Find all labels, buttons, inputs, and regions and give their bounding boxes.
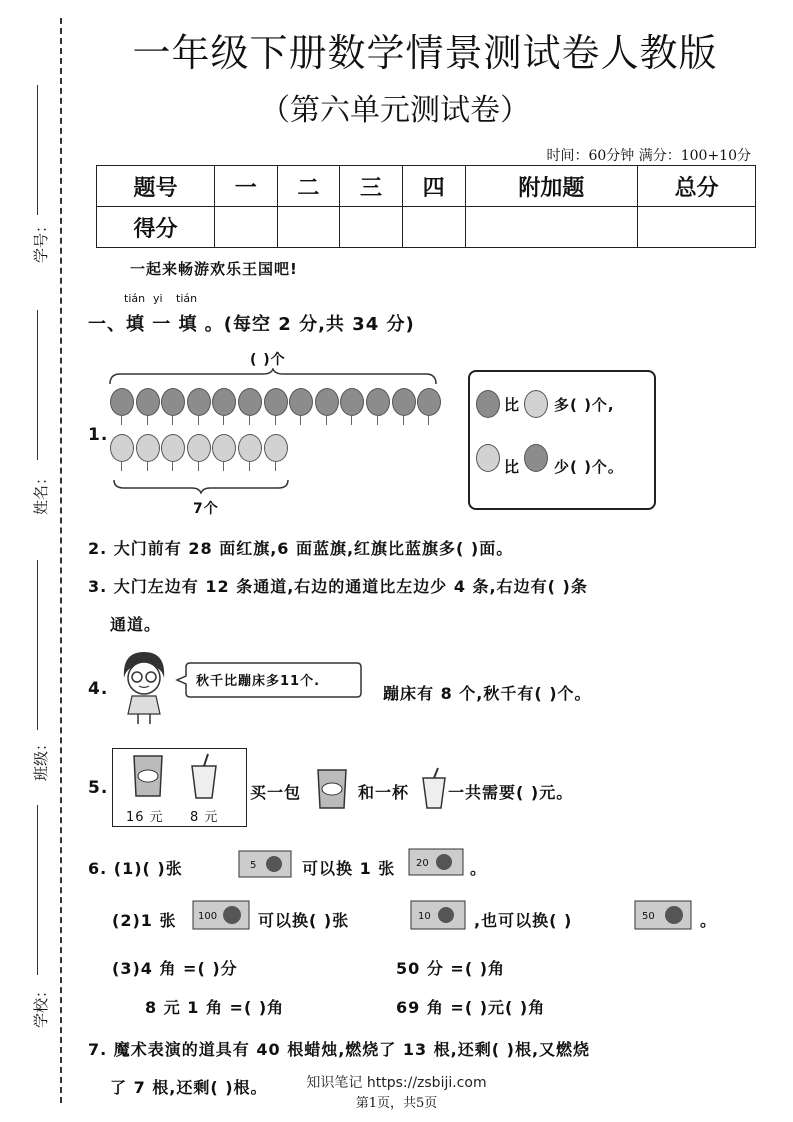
dark-balloon-icon [417, 388, 441, 416]
balloon-string [147, 415, 148, 425]
banknote-100-icon [192, 900, 250, 930]
dark-balloon-icon [340, 388, 364, 416]
class-line [37, 560, 38, 730]
balloon-string [121, 461, 122, 471]
score-header-cell: 题号 [97, 166, 215, 207]
balloon-string [172, 415, 173, 425]
q1-number: 1. [88, 425, 109, 445]
banknote-5-value: 5 [250, 860, 257, 871]
q5-text-b: 和一杯 [358, 783, 410, 802]
score-input-cell[interactable] [340, 207, 403, 248]
banknote-100-value: 100 [198, 911, 218, 922]
banknote-10-icon [410, 900, 466, 930]
girl-avatar-icon [116, 648, 172, 726]
pinyin-tian: tián [176, 292, 198, 305]
score-table-score-row [97, 207, 756, 248]
snack-bag-icon [128, 752, 168, 800]
student-id-line [37, 85, 38, 215]
banknote-10-value: 10 [418, 911, 431, 922]
page-subtitle: （第六单元测试卷） [260, 93, 530, 128]
q1-top-label: ( )个 [250, 352, 286, 368]
pinyin-tian: tián [124, 292, 146, 305]
q7-text-line1: 7. 魔术表演的道具有 40 根蜡烛,燃烧了 13 根,还剩( )根,又燃烧 [88, 1040, 591, 1059]
dark-balloon-icon [187, 388, 211, 416]
balloon-string [198, 461, 199, 471]
snack-bag-icon [312, 766, 352, 812]
q4-number: 4. [88, 679, 109, 699]
balloon-string [275, 415, 276, 425]
drink-cup-icon [188, 752, 220, 802]
banknote-50-icon [634, 900, 692, 930]
q5-text-a: 买一包 [250, 783, 302, 802]
balloon-string [121, 415, 122, 425]
balloon-string [223, 461, 224, 471]
snack-price: 16 元 [126, 810, 164, 825]
student-id-label: 学号： [32, 217, 51, 264]
dark-balloon-icon [289, 388, 313, 416]
q1-bottom-label: 7个 [193, 501, 219, 517]
dark-balloon-icon [392, 388, 416, 416]
q6-line1-b: 可以换 1 张 [302, 859, 396, 878]
q3-text-line1: 3. 大门左边有 12 条通道,右边的通道比左边少 4 条,右边有( )条 [88, 577, 588, 596]
light-balloon-icon [476, 444, 500, 472]
q6-line2-c: ,也可以换( ) [474, 911, 573, 930]
dark-balloon-icon [110, 388, 134, 416]
score-header-cell: 附加题 [465, 166, 638, 207]
q2-text: 2. 大门前有 28 面红旗,6 面蓝旗,红旗比蓝旗多( )面。 [88, 539, 514, 558]
score-header-cell: 总分 [638, 166, 756, 207]
balloon-string [172, 461, 173, 471]
score-header-cell: 二 [277, 166, 340, 207]
pinyin-yi: yi [153, 292, 163, 305]
score-row-label: 得分 [97, 207, 215, 248]
q6-line3-a: (3)4 角 =( )分 [112, 959, 238, 978]
q1-bottom-brace [112, 478, 290, 494]
score-input-cell[interactable] [638, 207, 756, 248]
dark-balloon-icon [212, 388, 236, 416]
compare2-less: 少( )个。 [554, 458, 624, 476]
school-line [37, 805, 38, 975]
q7-text-line2: 了 7 根,还剩( )根。 [110, 1078, 268, 1097]
score-table [96, 165, 756, 248]
dark-balloon-icon [136, 388, 160, 416]
dark-balloon-icon [315, 388, 339, 416]
speech-text: 秋千比蹦床多11个. [196, 674, 321, 689]
drink-price: 8 元 [190, 810, 219, 825]
balloon-string [198, 415, 199, 425]
score-header-cell: 三 [340, 166, 403, 207]
dark-balloon-icon [366, 388, 390, 416]
q4-text: 蹦床有 8 个,秋千有( )个。 [383, 684, 592, 703]
q6-line2-b: 可以换( )张 [258, 911, 350, 930]
name-label: 姓名： [32, 469, 51, 516]
balloon-string [428, 415, 429, 425]
score-header-cell: 一 [215, 166, 278, 207]
dark-balloon-icon [264, 388, 288, 416]
light-balloon-icon [136, 434, 160, 462]
watermark: 知识笔记 https://zsbiji.com [306, 1075, 487, 1091]
balloon-string [300, 415, 301, 425]
q1-compare-box [468, 370, 656, 510]
light-balloon-icon [110, 434, 134, 462]
score-input-cell[interactable] [465, 207, 638, 248]
q5-number: 5. [88, 778, 109, 798]
q6-line4-b: 69 角 =( )元( )角 [396, 998, 546, 1017]
q6-line1-a: 6. (1)( )张 [88, 859, 183, 878]
name-line [37, 310, 38, 460]
score-input-cell[interactable] [277, 207, 340, 248]
banknote-50-value: 50 [642, 911, 655, 922]
binding-dashed-line [60, 18, 62, 1103]
q6-line1-c: 。 [470, 859, 488, 878]
intro-text: 一起来畅游欢乐王国吧! [130, 260, 298, 278]
banknote-5-icon [238, 850, 292, 878]
compare1-than: 比 [504, 396, 521, 414]
q6-line4-a: 8 元 1 角 =( )角 [145, 998, 285, 1017]
score-input-cell[interactable] [402, 207, 465, 248]
page-number: 第1页，共5页 [355, 1096, 438, 1111]
banknote-20-icon [408, 848, 464, 876]
light-balloon-icon [161, 434, 185, 462]
banknote-20-value: 20 [416, 858, 429, 869]
light-balloon-icon [212, 434, 236, 462]
section1-title: 一、填 一 填 。(每空 2 分,共 34 分) [88, 314, 415, 335]
light-balloon-icon [524, 390, 548, 418]
light-balloon-icon [238, 434, 262, 462]
balloon-string [223, 415, 224, 425]
light-balloon-icon [264, 434, 288, 462]
school-label: 学校： [32, 982, 51, 1029]
compare1-more: 多( )个, [554, 396, 615, 414]
q3-text-line2: 通道。 [110, 615, 162, 634]
q1-top-brace [108, 368, 438, 386]
score-table-header-row [97, 166, 756, 207]
balloon-string [326, 415, 327, 425]
q6-line2-d: 。 [700, 911, 718, 930]
balloon-string [249, 415, 250, 425]
score-input-cell[interactable] [215, 207, 278, 248]
balloon-string [275, 461, 276, 471]
page-title: 一年级下册数学情景测试卷人教版 [132, 31, 718, 75]
dark-balloon-icon [161, 388, 185, 416]
drink-cup-icon [420, 766, 448, 812]
balloon-string [351, 415, 352, 425]
light-balloon-icon [187, 434, 211, 462]
dark-balloon-icon [238, 388, 262, 416]
balloon-string [249, 461, 250, 471]
dark-balloon-icon [524, 444, 548, 472]
q6-line3-b: 50 分 =( )角 [396, 959, 506, 978]
score-header-cell: 四 [402, 166, 465, 207]
balloon-string [403, 415, 404, 425]
exam-meta: 时间：60分钟 满分：100+10分 [546, 148, 751, 164]
compare2-than: 比 [504, 458, 521, 476]
dark-balloon-icon [476, 390, 500, 418]
q5-text-c: 一共需要( )元。 [448, 783, 574, 802]
balloon-string [147, 461, 148, 471]
balloon-string [377, 415, 378, 425]
class-label: 班级： [32, 735, 51, 782]
q6-line2-a: (2)1 张 [112, 911, 177, 930]
